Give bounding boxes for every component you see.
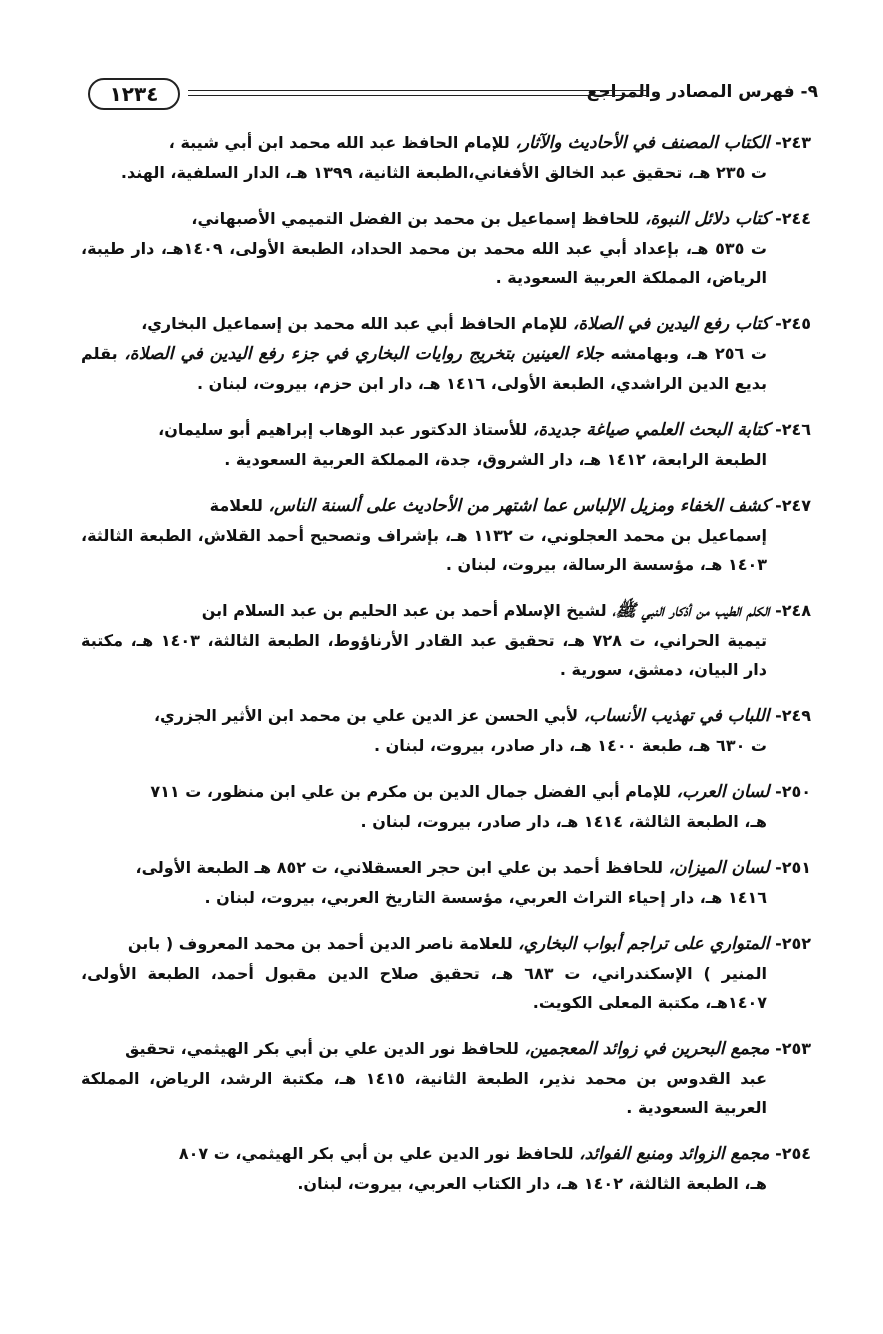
entry-continuation: الطبعة الرابعة، ١٤١٢ هـ، دار الشروق، جدة، المملكة العربية السعودية . bbox=[224, 450, 767, 469]
entry-number: ٢٤٧- bbox=[775, 496, 811, 515]
entry-number: ٢٥٠- bbox=[775, 782, 811, 801]
bibliography-entry bbox=[81, 929, 811, 1017]
entry-number: ٢٤٥- bbox=[775, 314, 811, 333]
bibliography-entry bbox=[81, 701, 811, 760]
section-title: ٩- فهرس المصادر والمراجع bbox=[586, 82, 818, 102]
bibliography-entry bbox=[81, 596, 811, 684]
entry-line1: لأبي الحسن عز الدين علي بن محمد ابن الأثير الجزري، bbox=[153, 706, 579, 725]
entry-number: ٢٤٤- bbox=[775, 209, 811, 228]
entry-continuation: ت ٢٣٥ هـ، تحقيق عبد الخالق الأفغاني،الطبعة الثانية، ١٣٩٩ هـ، الدار السلفية، الهند. bbox=[120, 163, 767, 182]
entry-title: مجمع الزوائد ومنبع الفوائد، bbox=[579, 1144, 770, 1164]
entry-title: مجمع البحرين في زوائد المعجمين، bbox=[524, 1039, 770, 1059]
entry-continuation: ١٤١٦ هـ، دار إحياء التراث العربي، مؤسسة التاريخ العربي، بيروت، لبنان . bbox=[204, 888, 767, 907]
marginal-work-title: جلاء العينين بتخريج روايات البخاري في جزء رفع اليدين في الصلاة، bbox=[124, 344, 604, 364]
entry-line1: للإمام الحافظ أبي عبد الله محمد بن إسماعيل البخاري، bbox=[141, 314, 568, 333]
entry-line1: لشيخ الإسلام أحمد بن عبد الحليم بن عبد السلام ابن bbox=[201, 601, 607, 620]
entry-continuation: ت ٦٣٠ هـ، طبعة ١٤٠٠ هـ، دار صادر، بيروت، لبنان . bbox=[373, 736, 767, 755]
entry-line1: للحافظ أحمد بن علي ابن حجر العسقلاني، ت ٨٥٢ هـ الطبعة الأولى، bbox=[135, 858, 664, 877]
entry-title: كتاب دلائل النبوة، bbox=[645, 209, 770, 229]
entry-continuation: هـ، الطبعة الثالثة، ١٤١٤ هـ، دار صادر، بيروت، لبنان . bbox=[360, 812, 767, 831]
entry-title: كشف الخفاء ومزيل الإلباس عما اشتهر من الأحاديث على ألسنة الناس، bbox=[268, 496, 770, 516]
entry-title: الكتاب المصنف في الأحاديث والآثار، bbox=[515, 133, 770, 153]
bibliography-entry bbox=[81, 204, 811, 292]
bibliography-list bbox=[81, 128, 811, 1215]
entry-title: اللباب في تهذيب الأنساب، bbox=[583, 706, 770, 726]
entry-line1: للإمام أبي الفضل جمال الدين بن مكرم بن علي ابن منظور، ت ٧١١ bbox=[150, 782, 671, 801]
entry-number: ٢٥٤- bbox=[775, 1144, 811, 1163]
entry-number: ٢٥٢- bbox=[775, 934, 811, 953]
entry-continuation bbox=[81, 339, 811, 398]
entry-line1: للحافظ إسماعيل بن محمد بن الفضل التميمي الأصبهاني، bbox=[191, 209, 640, 228]
bibliography-entry bbox=[81, 853, 811, 912]
entry-continuation-post: بقلم بديع الدين الراشدي، الطبعة الأولى، ١٤١٦ هـ، دار ابن حزم، بيروت، لبنان . bbox=[81, 344, 767, 393]
entry-number: ٢٤٨- bbox=[775, 601, 811, 620]
page-header bbox=[88, 78, 818, 120]
entry-line1: للحافظ نور الدين علي بن أبي بكر الهيثمي، ت ٨٠٧ bbox=[178, 1144, 574, 1163]
bibliography-entry bbox=[81, 1139, 811, 1198]
entry-number: ٢٤٣- bbox=[775, 133, 811, 152]
entry-title: كتاب رفع اليدين في الصلاة، bbox=[572, 314, 770, 334]
entry-line1: للإمام الحافظ عبد الله محمد ابن أبي شيبة ، bbox=[168, 133, 510, 152]
entry-line1: للعلامة ناصر الدين أحمد بن محمد المعروف ( بابن bbox=[127, 934, 513, 953]
entry-number: ٢٤٦- bbox=[775, 420, 811, 439]
bibliography-entry bbox=[81, 309, 811, 398]
entry-continuation: إسماعيل بن محمد العجلوني، ت ١١٣٢ هـ، بإشراف وتصحيح أحمد القلاش، الطبعة الثالثة، ١٤٠٣ هـ، مؤسسة الرسالة، بيروت، لبنان . bbox=[81, 526, 768, 574]
entry-continuation: عبد القدوس بن محمد نذير، الطبعة الثانية، ١٤١٥ هـ، مكتبة الرشد، الرياض، المملكة العربية السعودية . bbox=[81, 1069, 768, 1117]
entry-line1: للحافظ نور الدين علي بن أبي بكر الهيثمي، تحقيق bbox=[125, 1039, 519, 1058]
entry-title: كتابة البحث العلمي صياغة جديدة، bbox=[532, 420, 770, 440]
page-number-badge: ١٢٣٤ bbox=[88, 78, 180, 110]
bibliography-entry bbox=[81, 128, 811, 187]
bibliography-entry bbox=[81, 491, 811, 579]
header-rule bbox=[188, 90, 648, 96]
bibliography-entry bbox=[81, 1034, 811, 1122]
entry-continuation: ت ٥٣٥ هـ، بإعداد أبي عبد الله محمد بن محمد الحداد، الطبعة الأولى، ١٤٠٩هـ، دار طيبة، الرياض، المملكة العربية السعودية . bbox=[81, 239, 767, 287]
entry-continuation: تيمية الحراني، ت ٧٢٨ هـ، تحقيق عبد القادر الأرناؤوط، الطبعة الثالثة، ١٤٠٣ هـ، مكتبة دار البيان، دمشق، سورية . bbox=[81, 631, 768, 679]
bibliography-entry bbox=[81, 777, 811, 836]
entry-number: ٢٤٩- bbox=[775, 706, 811, 725]
entry-title: لسان الميزان، bbox=[668, 858, 770, 878]
entry-line1: للأستاذ الدكتور عبد الوهاب إبراهيم أبو سليمان، bbox=[158, 420, 528, 439]
entry-number: ٢٥٣- bbox=[775, 1039, 811, 1058]
entry-title: الكلم الطيب من أذكار النبي ﷺ، bbox=[612, 601, 770, 621]
entry-line1: للعلامة bbox=[209, 496, 263, 515]
entry-number: ٢٥١- bbox=[775, 858, 811, 877]
bibliography-entry bbox=[81, 415, 811, 474]
entry-continuation: المنير ) الإسكندراني، ت ٦٨٣ هـ، تحقيق صلاح الدين مقبول أحمد، الطبعة الأولى، ١٤٠٧هـ، مكتبة المعلى الكويت. bbox=[81, 964, 767, 1012]
entry-title: المتواري على تراجم أبواب البخاري، bbox=[518, 934, 770, 954]
entry-continuation: هـ، الطبعة الثالثة، ١٤٠٢ هـ، دار الكتاب العربي، بيروت، لبنان. bbox=[297, 1174, 767, 1193]
entry-title: لسان العرب، bbox=[676, 782, 770, 802]
entry-continuation-pre: ت ٢٥٦ هـ، وبهامشه bbox=[603, 344, 767, 363]
